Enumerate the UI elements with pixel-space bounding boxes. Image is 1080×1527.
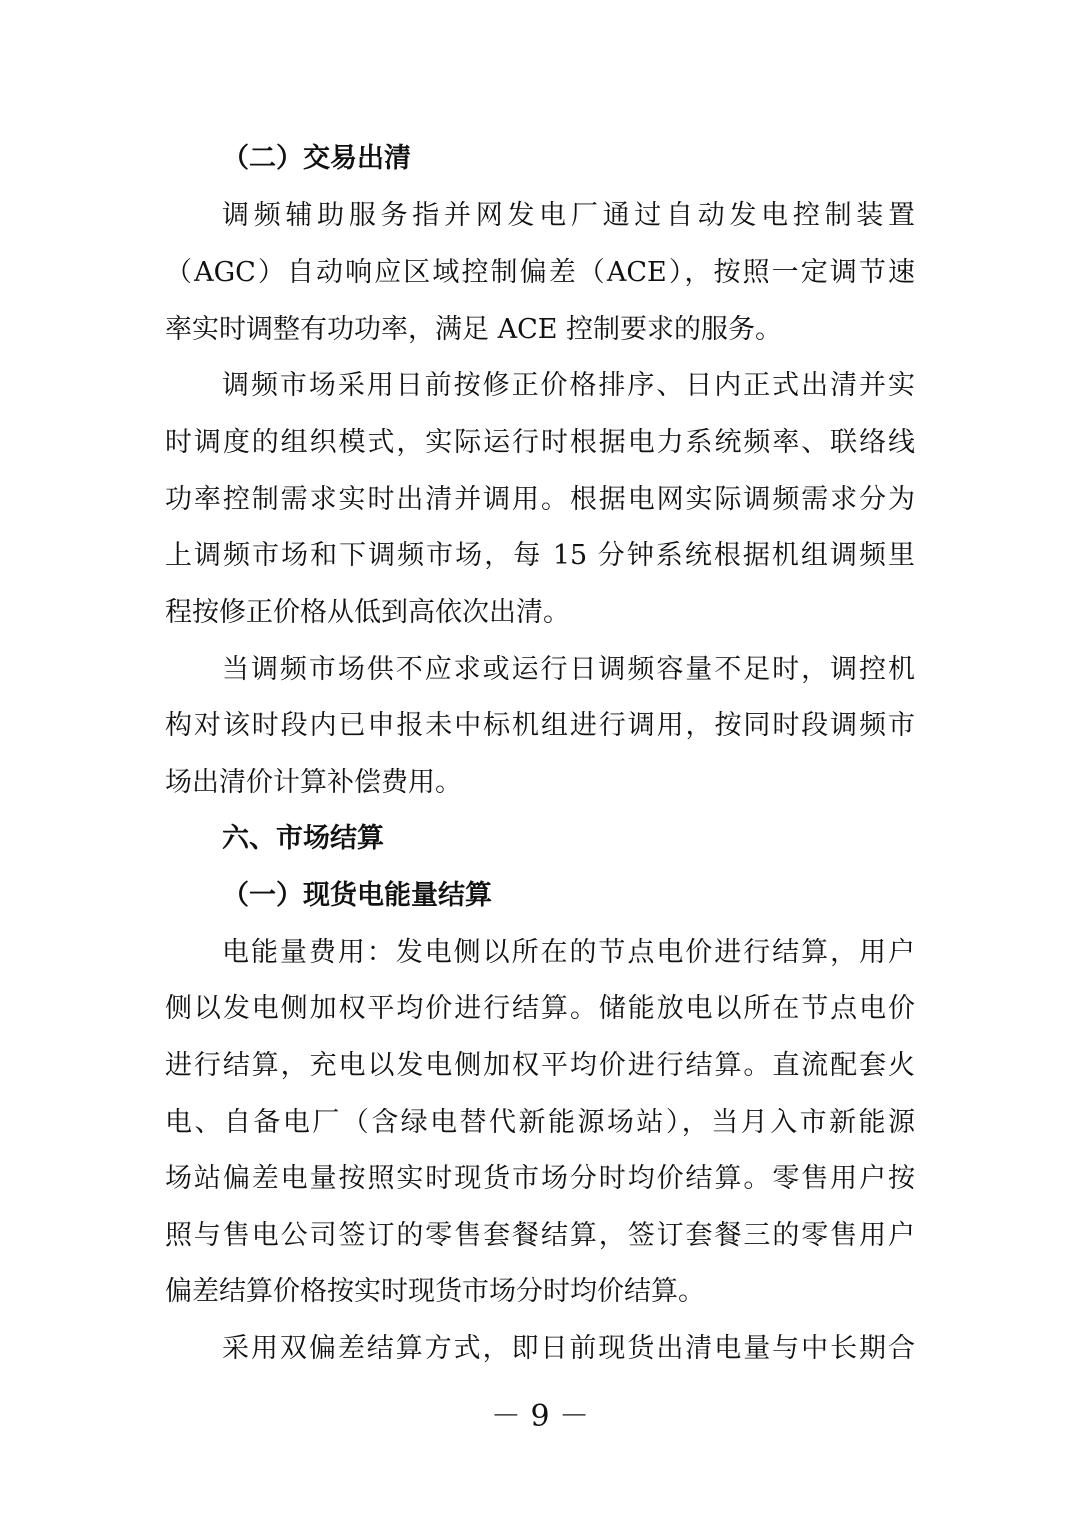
paragraph-line: 电能量费用：发电侧以所在的节点电价进行结算，用户 (222, 937, 915, 968)
paragraph-line: 照与售电公司签订的零售套餐结算，签订套餐三的零售用户 (165, 1220, 915, 1251)
paragraph-line: 场站偏差电量按照实时现货市场分时均价结算。零售用户按 (165, 1163, 915, 1194)
paragraph-line: 调频市场采用日前按修正价格排序、日内正式出清并实 (222, 370, 915, 401)
subsection-heading-spot-energy-settlement: （一）现货电能量结算 (222, 880, 492, 911)
page-number: － 9 － (490, 1399, 590, 1434)
paragraph-line: 侧以发电侧加权平均价进行结算。储能放电以所在节点电价 (165, 993, 915, 1024)
paragraph-line: 构对该时段内已申报未中标机组进行调用，按同时段调频市 (165, 710, 915, 741)
paragraph-line: 电、自备电厂（含绿电替代新能源场站），当月入市新能源 (165, 1107, 915, 1138)
paragraph-line: 当调频市场供不应求或运行日调频容量不足时，调控机 (222, 654, 915, 685)
paragraph-line: 进行结算，充电以发电侧加权平均价进行结算。直流配套火 (165, 1050, 915, 1081)
paragraph-line: 调频辅助服务指并网发电厂通过自动发电控制装置 (222, 200, 915, 231)
section-heading-market-settlement: 六、市场结算 (222, 823, 384, 854)
paragraph-line: 程按修正价格从低到高依次出清。 (165, 597, 570, 628)
paragraph-line: 功率控制需求实时出清并调用。根据电网实际调频需求分为 (165, 484, 915, 515)
paragraph-line: 采用双偏差结算方式，即日前现货出清电量与中长期合 (222, 1333, 915, 1364)
section-heading-trading-clearing: （二）交易出清 (222, 143, 411, 174)
paragraph-line: （AGC）自动响应区域控制偏差（ACE），按照一定调节速 (165, 257, 915, 288)
paragraph-line: 偏差结算价格按实时现货市场分时均价结算。 (165, 1276, 705, 1307)
paragraph-line: 上调频市场和下调频市场，每 15 分钟系统根据机组调频里 (165, 540, 915, 571)
paragraph-line: 率实时调整有功功率，满足 ACE 控制要求的服务。 (165, 314, 783, 345)
paragraph-line: 场出清价计算补偿费用。 (165, 767, 462, 798)
paragraph-line: 时调度的组织模式，实际运行时根据电力系统频率、联络线 (165, 427, 915, 458)
